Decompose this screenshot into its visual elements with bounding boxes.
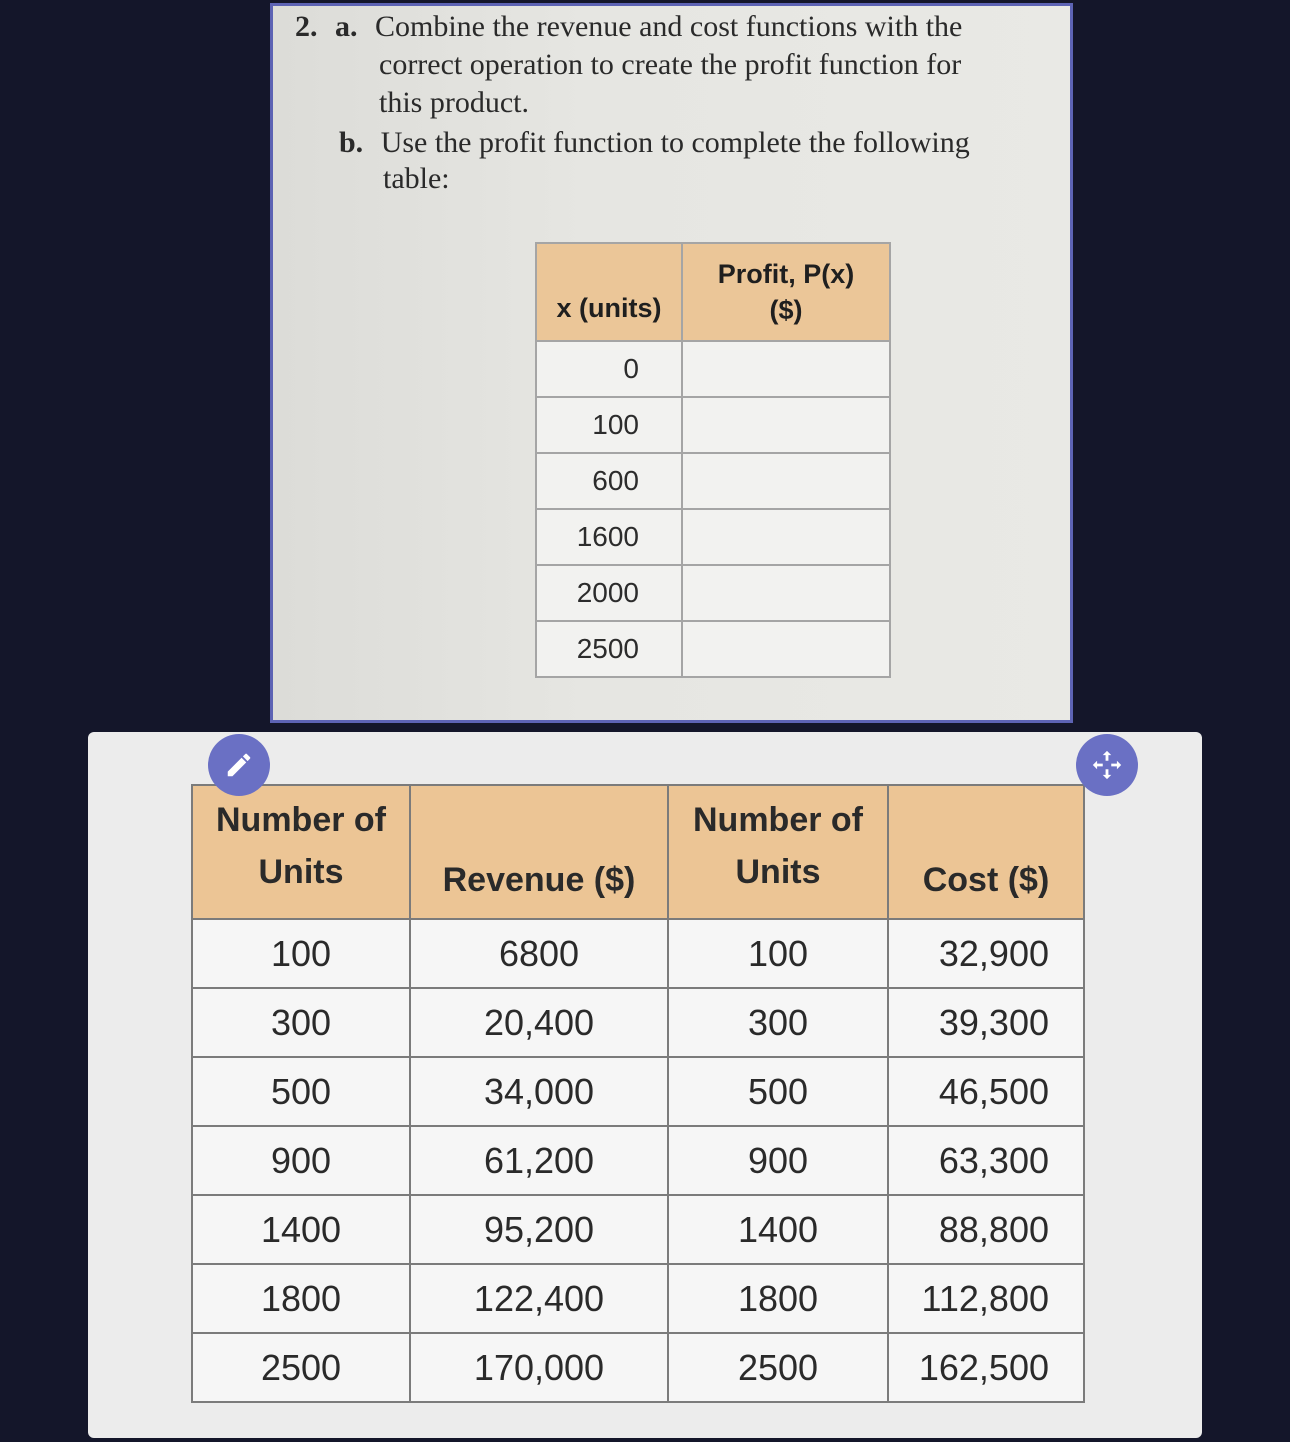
data-table-header (192, 785, 1084, 919)
move-arrows-icon (1090, 748, 1124, 782)
table-row (192, 1057, 1084, 1126)
table-row (192, 919, 1084, 988)
units-cell: 2500 (192, 1333, 410, 1402)
table-row (536, 565, 890, 621)
revenue-header: Revenue ($) (410, 785, 668, 919)
cost-cell: 46,500 (888, 1057, 1084, 1126)
x-value: 2000 (536, 565, 682, 621)
units-cell: 300 (192, 988, 410, 1057)
x-value: 100 (536, 397, 682, 453)
table-row (192, 1195, 1084, 1264)
part-a-text-3: this product. (379, 86, 529, 119)
question-line-a1 (295, 10, 962, 44)
cost-cell: 32,900 (888, 919, 1084, 988)
part-a-text-2: correct operation to create the profit function for (379, 48, 962, 81)
table-row (192, 1333, 1084, 1402)
revenue-cell: 122,400 (410, 1264, 668, 1333)
cost-cell: 39,300 (888, 988, 1084, 1057)
units-cell: 500 (192, 1057, 410, 1126)
part-b-text-1: Use the profit function to complete the following (380, 126, 970, 159)
cost-cell: 63,300 (888, 1126, 1084, 1195)
units-cell: 500 (668, 1057, 888, 1126)
units-cell: 1800 (192, 1264, 410, 1333)
units-cell: 1400 (668, 1195, 888, 1264)
edit-button[interactable] (208, 734, 270, 796)
cost-cell: 88,800 (888, 1195, 1084, 1264)
table-row (192, 1264, 1084, 1333)
x-value: 2500 (536, 621, 682, 677)
revenue-cell: 61,200 (410, 1126, 668, 1195)
table-row (192, 988, 1084, 1057)
profit-header: Profit, P(x) ($) (682, 243, 890, 341)
profit-cell (682, 397, 890, 453)
table-row (536, 453, 890, 509)
table-row (536, 341, 890, 397)
question-number: 2. (295, 10, 318, 43)
table-row (536, 397, 890, 453)
revenue-cost-table (191, 784, 1085, 1403)
units-header-2: Number of Units (668, 785, 888, 919)
revenue-cell: 95,200 (410, 1195, 668, 1264)
table-row (536, 509, 890, 565)
move-button[interactable] (1076, 734, 1138, 796)
cost-cell: 162,500 (888, 1333, 1084, 1402)
units-cell: 300 (668, 988, 888, 1057)
data-photo (88, 732, 1202, 1438)
part-b-label: b. (339, 126, 364, 159)
revenue-cell: 170,000 (410, 1333, 668, 1402)
part-a-label: a. (335, 10, 358, 43)
units-cell: 100 (668, 919, 888, 988)
question-line-b1 (339, 126, 970, 160)
x-value: 0 (536, 341, 682, 397)
units-cell: 100 (192, 919, 410, 988)
cost-header: Cost ($) (888, 785, 1084, 919)
table-row (536, 621, 890, 677)
units-cell: 1800 (668, 1264, 888, 1333)
profit-table (535, 242, 891, 678)
units-cell: 1400 (192, 1195, 410, 1264)
units-cell: 900 (192, 1126, 410, 1195)
revenue-cell: 6800 (410, 919, 668, 988)
profit-cell (682, 509, 890, 565)
table-row (192, 1126, 1084, 1195)
units-header-1: Number of Units (192, 785, 410, 919)
question-photo (270, 3, 1073, 723)
revenue-cell: 34,000 (410, 1057, 668, 1126)
profit-cell (682, 453, 890, 509)
units-cell: 900 (668, 1126, 888, 1195)
part-b-text-2: table: (383, 162, 450, 195)
profit-cell (682, 341, 890, 397)
profit-cell (682, 621, 890, 677)
revenue-cell: 20,400 (410, 988, 668, 1057)
units-cell: 2500 (668, 1333, 888, 1402)
profit-cell (682, 565, 890, 621)
profit-table-header (536, 243, 890, 341)
x-value: 600 (536, 453, 682, 509)
part-a-text-1: Combine the revenue and cost functions with the (375, 10, 963, 43)
x-units-header: x (units) (536, 243, 682, 341)
cost-cell: 112,800 (888, 1264, 1084, 1333)
x-value: 1600 (536, 509, 682, 565)
pencil-icon (224, 750, 254, 780)
